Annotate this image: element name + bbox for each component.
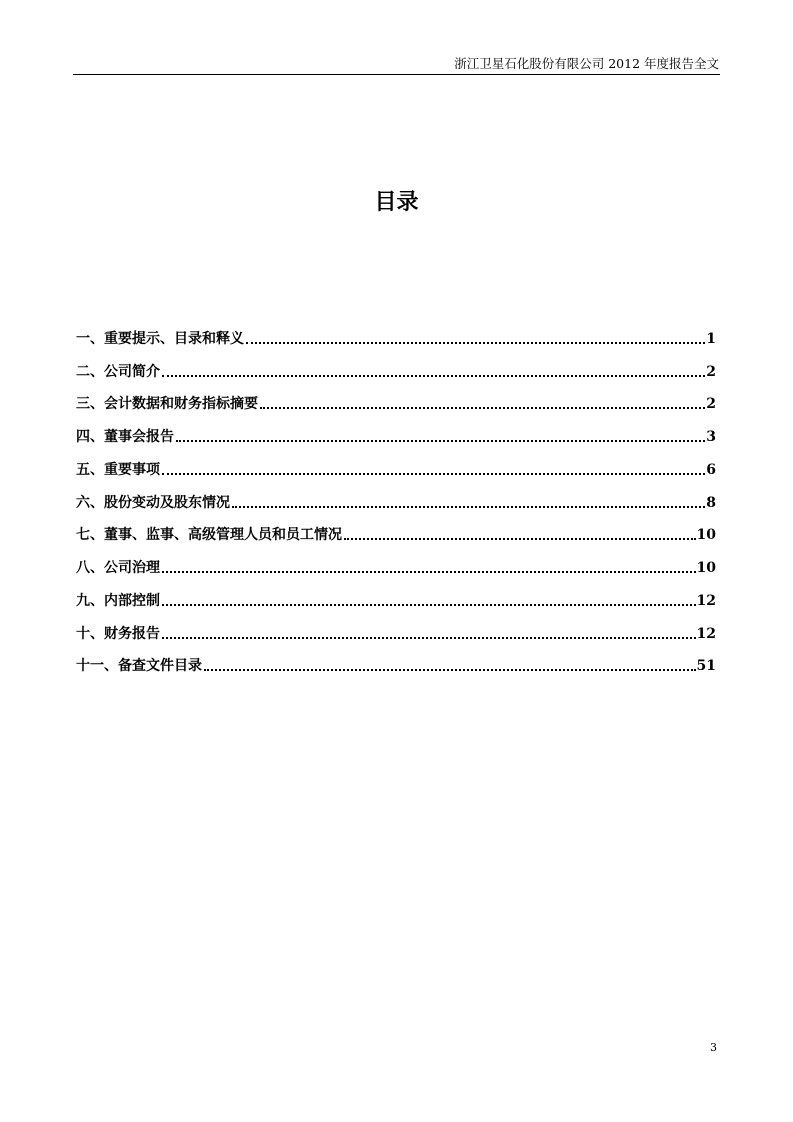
toc-dot-leader bbox=[260, 407, 705, 409]
toc-dot-leader bbox=[232, 506, 705, 508]
toc-dot-leader bbox=[162, 375, 705, 377]
toc-entry[interactable] bbox=[76, 414, 716, 447]
page-number: 3 bbox=[710, 1041, 717, 1054]
toc-entry-label: 七、董事、监事、高级管理人员和员工情况 bbox=[76, 527, 342, 544]
toc-entry-label: 十、财务报告 bbox=[76, 625, 160, 642]
toc-entry-page: 2 bbox=[706, 363, 716, 380]
toc-entry[interactable] bbox=[76, 480, 716, 513]
toc-dot-leader bbox=[162, 637, 696, 639]
toc-dot-leader bbox=[162, 604, 696, 606]
toc-dot-leader bbox=[344, 538, 696, 540]
toc-entry-page: 6 bbox=[706, 461, 716, 478]
toc-entry-label: 八、公司治理 bbox=[76, 560, 160, 576]
header-rule bbox=[73, 74, 720, 75]
toc-entry[interactable] bbox=[76, 382, 716, 415]
running-header: 浙江卫星石化股份有限公司 2012 年度报告全文 bbox=[454, 56, 719, 71]
toc-entry-page: 3 bbox=[706, 429, 716, 445]
toc-entry-page: 2 bbox=[706, 396, 716, 413]
toc-entry[interactable] bbox=[76, 644, 716, 677]
toc-dot-leader bbox=[176, 440, 705, 442]
toc-entry-label: 四、董事会报告 bbox=[76, 429, 174, 445]
toc-entry-label: 九、内部控制 bbox=[76, 592, 160, 609]
toc-entry-label: 十一、备查文件目录 bbox=[76, 658, 202, 675]
toc-entry-page: 51 bbox=[696, 658, 716, 675]
toc-entry-page: 8 bbox=[706, 494, 716, 511]
toc-entry[interactable] bbox=[76, 349, 716, 382]
toc-dot-leader bbox=[162, 571, 696, 573]
toc-entry[interactable] bbox=[76, 316, 716, 349]
toc-entry-page: 10 bbox=[696, 527, 716, 544]
toc-entry[interactable] bbox=[76, 545, 716, 578]
toc-entry-label: 六、股份变动及股东情况 bbox=[76, 494, 230, 511]
toc-entry-label: 三、会计数据和财务指标摘要 bbox=[76, 396, 258, 413]
toc-entry-page: 12 bbox=[696, 592, 716, 609]
toc-entry-page: 1 bbox=[706, 330, 716, 347]
toc-dot-leader bbox=[162, 473, 705, 475]
toc-entry[interactable] bbox=[76, 611, 716, 644]
toc-dot-leader bbox=[246, 342, 705, 344]
toc-dot-leader bbox=[204, 669, 696, 671]
toc-entry[interactable] bbox=[76, 447, 716, 480]
toc-entry[interactable] bbox=[76, 578, 716, 611]
toc-entry[interactable] bbox=[76, 513, 716, 546]
toc-title: 目录 bbox=[374, 190, 419, 215]
toc-entry-page: 12 bbox=[696, 625, 716, 642]
toc-entry-page: 10 bbox=[696, 560, 716, 576]
toc-list bbox=[76, 316, 716, 676]
toc-entry-label: 二、公司简介 bbox=[76, 363, 160, 380]
toc-entry-label: 一、重要提示、目录和释义 bbox=[76, 330, 244, 347]
toc-entry-label: 五、重要事项 bbox=[76, 461, 160, 478]
